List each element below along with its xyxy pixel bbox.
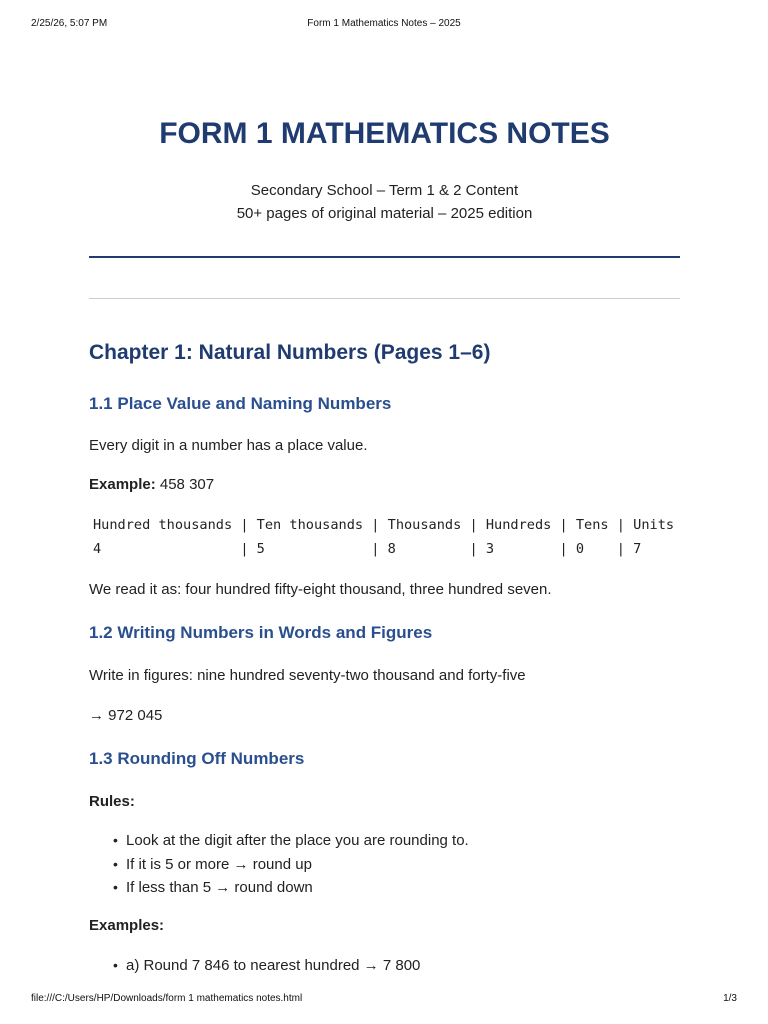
print-header bbox=[31, 18, 737, 32]
place-value-table bbox=[93, 513, 674, 561]
document-title: FORM 1 MATHEMATICS NOTES bbox=[159, 117, 610, 150]
section-heading-1-3: 1.3 Rounding Off Numbers bbox=[89, 749, 305, 768]
example-item bbox=[89, 954, 420, 978]
examples-label bbox=[89, 916, 164, 936]
table-value-row: 4 | 5 | 8 | 3 | 0 | 7 bbox=[93, 541, 642, 557]
section-heading-1-1: 1.1 Place Value and Naming Numbers bbox=[89, 394, 392, 413]
rules-label bbox=[89, 792, 135, 812]
rule-item-text: If it is 5 or more → round up bbox=[126, 855, 312, 873]
rule-item-text: If less than 5 → round down bbox=[126, 879, 313, 896]
words-answer: → 972 045 bbox=[89, 707, 163, 724]
bullet-icon: • bbox=[113, 855, 118, 872]
bullet-icon: • bbox=[113, 879, 118, 895]
example-value: 458 307 bbox=[155, 476, 215, 493]
place-value-intro: Every digit in a number has a place value. bbox=[89, 437, 368, 454]
example-line bbox=[89, 475, 214, 495]
page-number: 1/3 bbox=[723, 993, 737, 1004]
file-path: file:///C:/Users/HP/Downloads/form 1 mathematics notes.html bbox=[31, 993, 303, 1004]
bullet-icon: • bbox=[113, 957, 118, 973]
section-heading-1-2: 1.2 Writing Numbers in Words and Figures bbox=[89, 623, 433, 642]
print-page-title: Form 1 Mathematics Notes – 2025 bbox=[307, 18, 461, 29]
example-item-text: a) Round 7 846 to nearest hundred → 7 800 bbox=[126, 957, 421, 974]
examples-list bbox=[89, 954, 420, 978]
section-divider bbox=[89, 298, 680, 299]
rule-item bbox=[89, 876, 469, 900]
words-question: Write in figures: nine hundred seventy-two thousand and forty-five bbox=[89, 667, 526, 684]
bullet-icon: • bbox=[113, 832, 118, 848]
rule-item-text: Look at the digit after the place you are rounding to. bbox=[126, 832, 469, 849]
print-footer bbox=[31, 993, 737, 1007]
title-divider bbox=[89, 256, 680, 258]
rules-list bbox=[89, 829, 469, 900]
reading-line: We read it as: four hundred fifty-eight thousand, three hundred seven. bbox=[89, 581, 552, 598]
table-header-row: Hundred thousands | Ten thousands | Thousands | Hundreds | Tens | Units bbox=[93, 517, 675, 533]
document-subtitle-2: 50+ pages of original material – 2025 edition bbox=[236, 205, 533, 222]
examples-label-text: Examples: bbox=[89, 917, 165, 934]
example-label: Example: bbox=[89, 476, 156, 493]
document-subtitle-1: Secondary School – Term 1 & 2 Content bbox=[250, 182, 519, 199]
rules-label-text: Rules: bbox=[89, 793, 135, 810]
rule-item bbox=[89, 853, 469, 877]
print-datetime: 2/25/26, 5:07 PM bbox=[31, 18, 108, 29]
rule-item bbox=[89, 829, 469, 853]
chapter-heading: Chapter 1: Natural Numbers (Pages 1–6) bbox=[89, 341, 491, 364]
